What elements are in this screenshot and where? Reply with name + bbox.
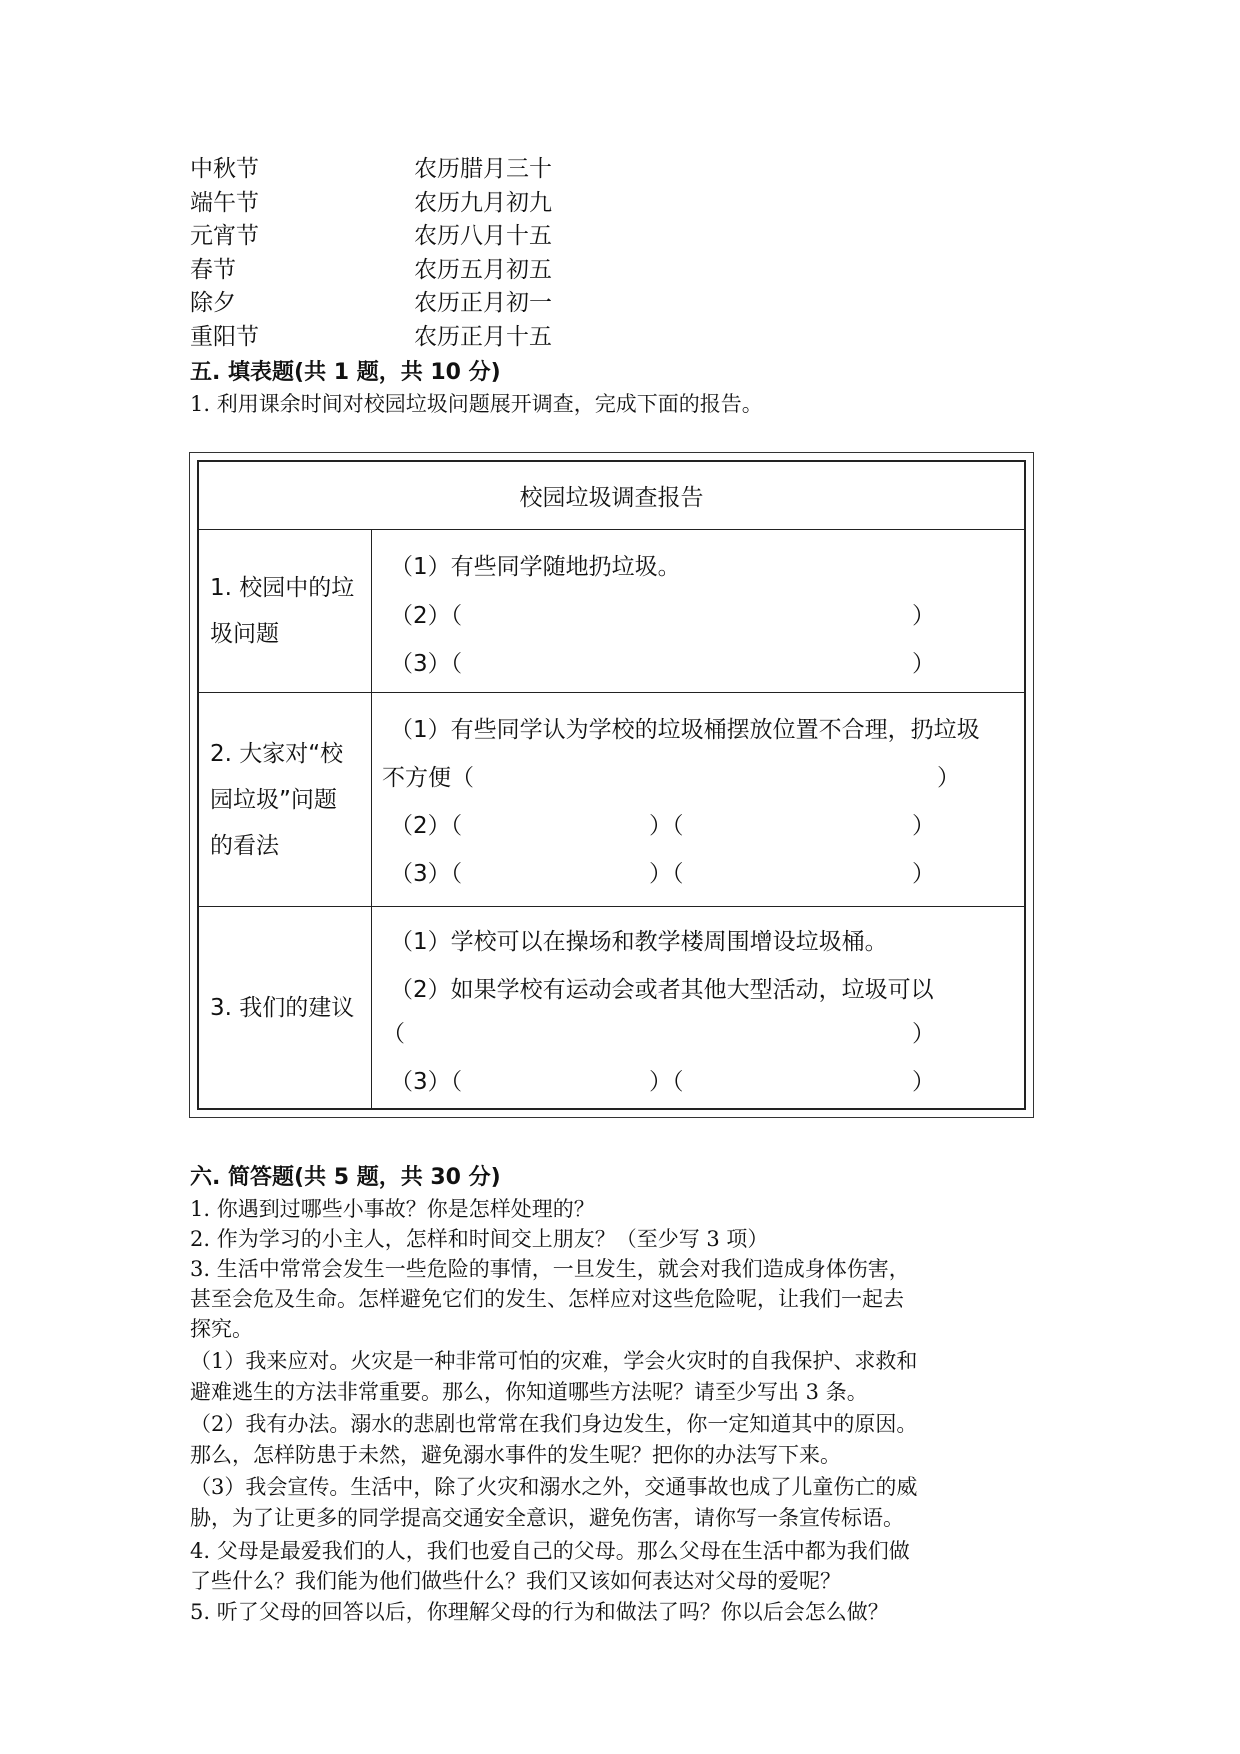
blank-open: （2）（ bbox=[390, 603, 463, 629]
question-3-sub-3: （3）我会宣传。生活中，除了火灾和溺水之外，交通事故也成了儿童伤亡的威 bbox=[190, 1475, 918, 1499]
row-3-label-text: 3. 我们的建议 bbox=[210, 994, 355, 1021]
row-3-item-1: （1）学校可以在操场和教学楼周围增设垃圾桶。 bbox=[390, 929, 888, 955]
row-2-item-1-cont[interactable]: 不方便（ bbox=[382, 765, 474, 791]
festival-name: 春节 bbox=[190, 256, 236, 283]
question-3-sub-1-cont: 避难逃生的方法非常重要。那么，你知道哪些方法呢？请至少写出 3 条。 bbox=[190, 1380, 868, 1404]
blank-close: ） bbox=[912, 1069, 935, 1095]
section6-question-4: 4. 父母是最爱我们的人，我们也爱自己的父母。那么父母在生活中都为我们做 bbox=[190, 1539, 910, 1563]
festival-name: 端午节 bbox=[190, 189, 259, 216]
survey-report-table-inner bbox=[197, 460, 1026, 1110]
festival-date: 农历九月初九 bbox=[414, 189, 552, 216]
survey-report-table bbox=[189, 452, 1034, 1118]
matching-row bbox=[190, 318, 690, 352]
row-3-item-3-blank[interactable] bbox=[390, 1063, 462, 1096]
blank-open: （2）（ bbox=[390, 813, 463, 839]
row-3-item-2: （2）如果学校有运动会或者其他大型活动，垃圾可以 bbox=[390, 977, 934, 1003]
section6-title: 六. 简答题(共 5 题，共 30 分) bbox=[190, 1165, 501, 1190]
section6-question-3-cont: 甚至会危及生命。怎样避免它们的发生、怎样应对这些危险呢，让我们一起去 bbox=[190, 1287, 904, 1311]
blank-open: （3）（ bbox=[390, 861, 463, 887]
row-1-label-line: 1. 校园中的垃 bbox=[210, 575, 355, 601]
question-3-sub-2: （2）我有办法。溺水的悲剧也常常在我们身边发生，你一定知道其中的原因。 bbox=[190, 1412, 918, 1436]
row-2-label bbox=[199, 693, 372, 906]
blank-close: ） bbox=[937, 765, 960, 791]
blank-close: ） bbox=[912, 1021, 935, 1047]
row-2-label-line: 2. 大家对“校 bbox=[210, 740, 344, 767]
section5-title: 五. 填表题(共 1 题，共 10 分) bbox=[190, 360, 501, 385]
blank-mid: ）（ bbox=[649, 861, 684, 887]
row-1-item-2-blank[interactable] bbox=[390, 597, 462, 630]
matching-list bbox=[190, 150, 690, 351]
blank-open: （3）（ bbox=[390, 651, 463, 677]
table-row-3 bbox=[199, 907, 1024, 1108]
section6-question-3: 3. 生活中常常会发生一些危险的事情，一旦发生，就会对我们造成身体伤害， bbox=[190, 1257, 910, 1281]
blank-close: ） bbox=[912, 813, 935, 839]
festival-date: 农历五月初五 bbox=[414, 256, 552, 283]
table-row-2 bbox=[199, 693, 1024, 907]
row-1-item-1: （1）有些同学随地扔垃圾。 bbox=[390, 554, 681, 580]
festival-date: 农历腊月三十 bbox=[414, 156, 552, 183]
question-3-sub-3-cont: 胁，为了让更多的同学提高交通安全意识，避免伤害，请你写一条宣传标语。 bbox=[190, 1506, 904, 1530]
row-2-content bbox=[372, 693, 1024, 906]
festival-date: 农历正月初一 bbox=[414, 290, 552, 317]
section6-question-1: 1. 你遇到过哪些小事故？你是怎样处理的？ bbox=[190, 1197, 595, 1221]
row-1-label bbox=[199, 530, 372, 692]
blank-close: ） bbox=[912, 603, 935, 629]
section6-question-2: 2. 作为学习的小主人，怎样和时间交上朋友？（至少写 3 项） bbox=[190, 1227, 769, 1251]
section5-question-1: 1. 利用课余时间对校园垃圾问题展开调查，完成下面的报告。 bbox=[190, 392, 763, 416]
table-row-1 bbox=[199, 530, 1024, 693]
festival-date: 农历八月十五 bbox=[414, 223, 552, 250]
section6-question-3-cont: 探究。 bbox=[190, 1317, 253, 1341]
matching-row bbox=[190, 184, 690, 218]
row-2-label-line: 的看法 bbox=[210, 832, 279, 859]
section6-question-4-cont: 了些什么？我们能为他们做些什么？我们又该如何表达对父母的爱呢？ bbox=[190, 1569, 841, 1593]
blank-close: ） bbox=[912, 861, 935, 887]
festival-name: 除夕 bbox=[190, 290, 236, 317]
row-1-content bbox=[372, 530, 1024, 692]
festival-name: 重阳节 bbox=[190, 323, 259, 350]
row-3-label bbox=[199, 907, 372, 1108]
row-1-label-line: 圾问题 bbox=[210, 621, 279, 647]
row-2-item-2-blank[interactable] bbox=[390, 807, 462, 840]
question-3-sub-1: （1）我来应对。火灾是一种非常可怕的灾难，学会火灾时的自我保护、求救和 bbox=[190, 1349, 918, 1373]
row-3-item-2-blank[interactable]: （ bbox=[382, 1021, 405, 1047]
matching-row bbox=[190, 284, 690, 318]
row-3-content bbox=[372, 907, 1024, 1108]
festival-date: 农历正月十五 bbox=[414, 323, 552, 350]
row-2-item-3-blank[interactable] bbox=[390, 855, 462, 888]
matching-row bbox=[190, 150, 690, 184]
blank-mid: ）（ bbox=[649, 813, 684, 839]
blank-close: ） bbox=[912, 651, 935, 677]
festival-name: 元宵节 bbox=[190, 223, 259, 250]
table-title: 校园垃圾调查报告 bbox=[199, 462, 1024, 530]
question-3-sub-2-cont: 那么，怎样防患于未然，避免溺水事件的发生呢？把你的办法写下来。 bbox=[190, 1443, 841, 1467]
row-2-item-1: （1）有些同学认为学校的垃圾桶摆放位置不合理，扔垃圾 bbox=[390, 717, 980, 743]
matching-row bbox=[190, 217, 690, 251]
row-1-item-3-blank[interactable] bbox=[390, 645, 462, 678]
blank-mid: ）（ bbox=[649, 1069, 684, 1095]
festival-name: 中秋节 bbox=[190, 156, 259, 183]
section6-question-5: 5. 听了父母的回答以后，你理解父母的行为和做法了吗？你以后会怎么做？ bbox=[190, 1600, 889, 1624]
row-2-label-line: 园垃圾”问题 bbox=[210, 786, 337, 813]
matching-row bbox=[190, 251, 690, 285]
blank-open: （3）（ bbox=[390, 1069, 463, 1095]
